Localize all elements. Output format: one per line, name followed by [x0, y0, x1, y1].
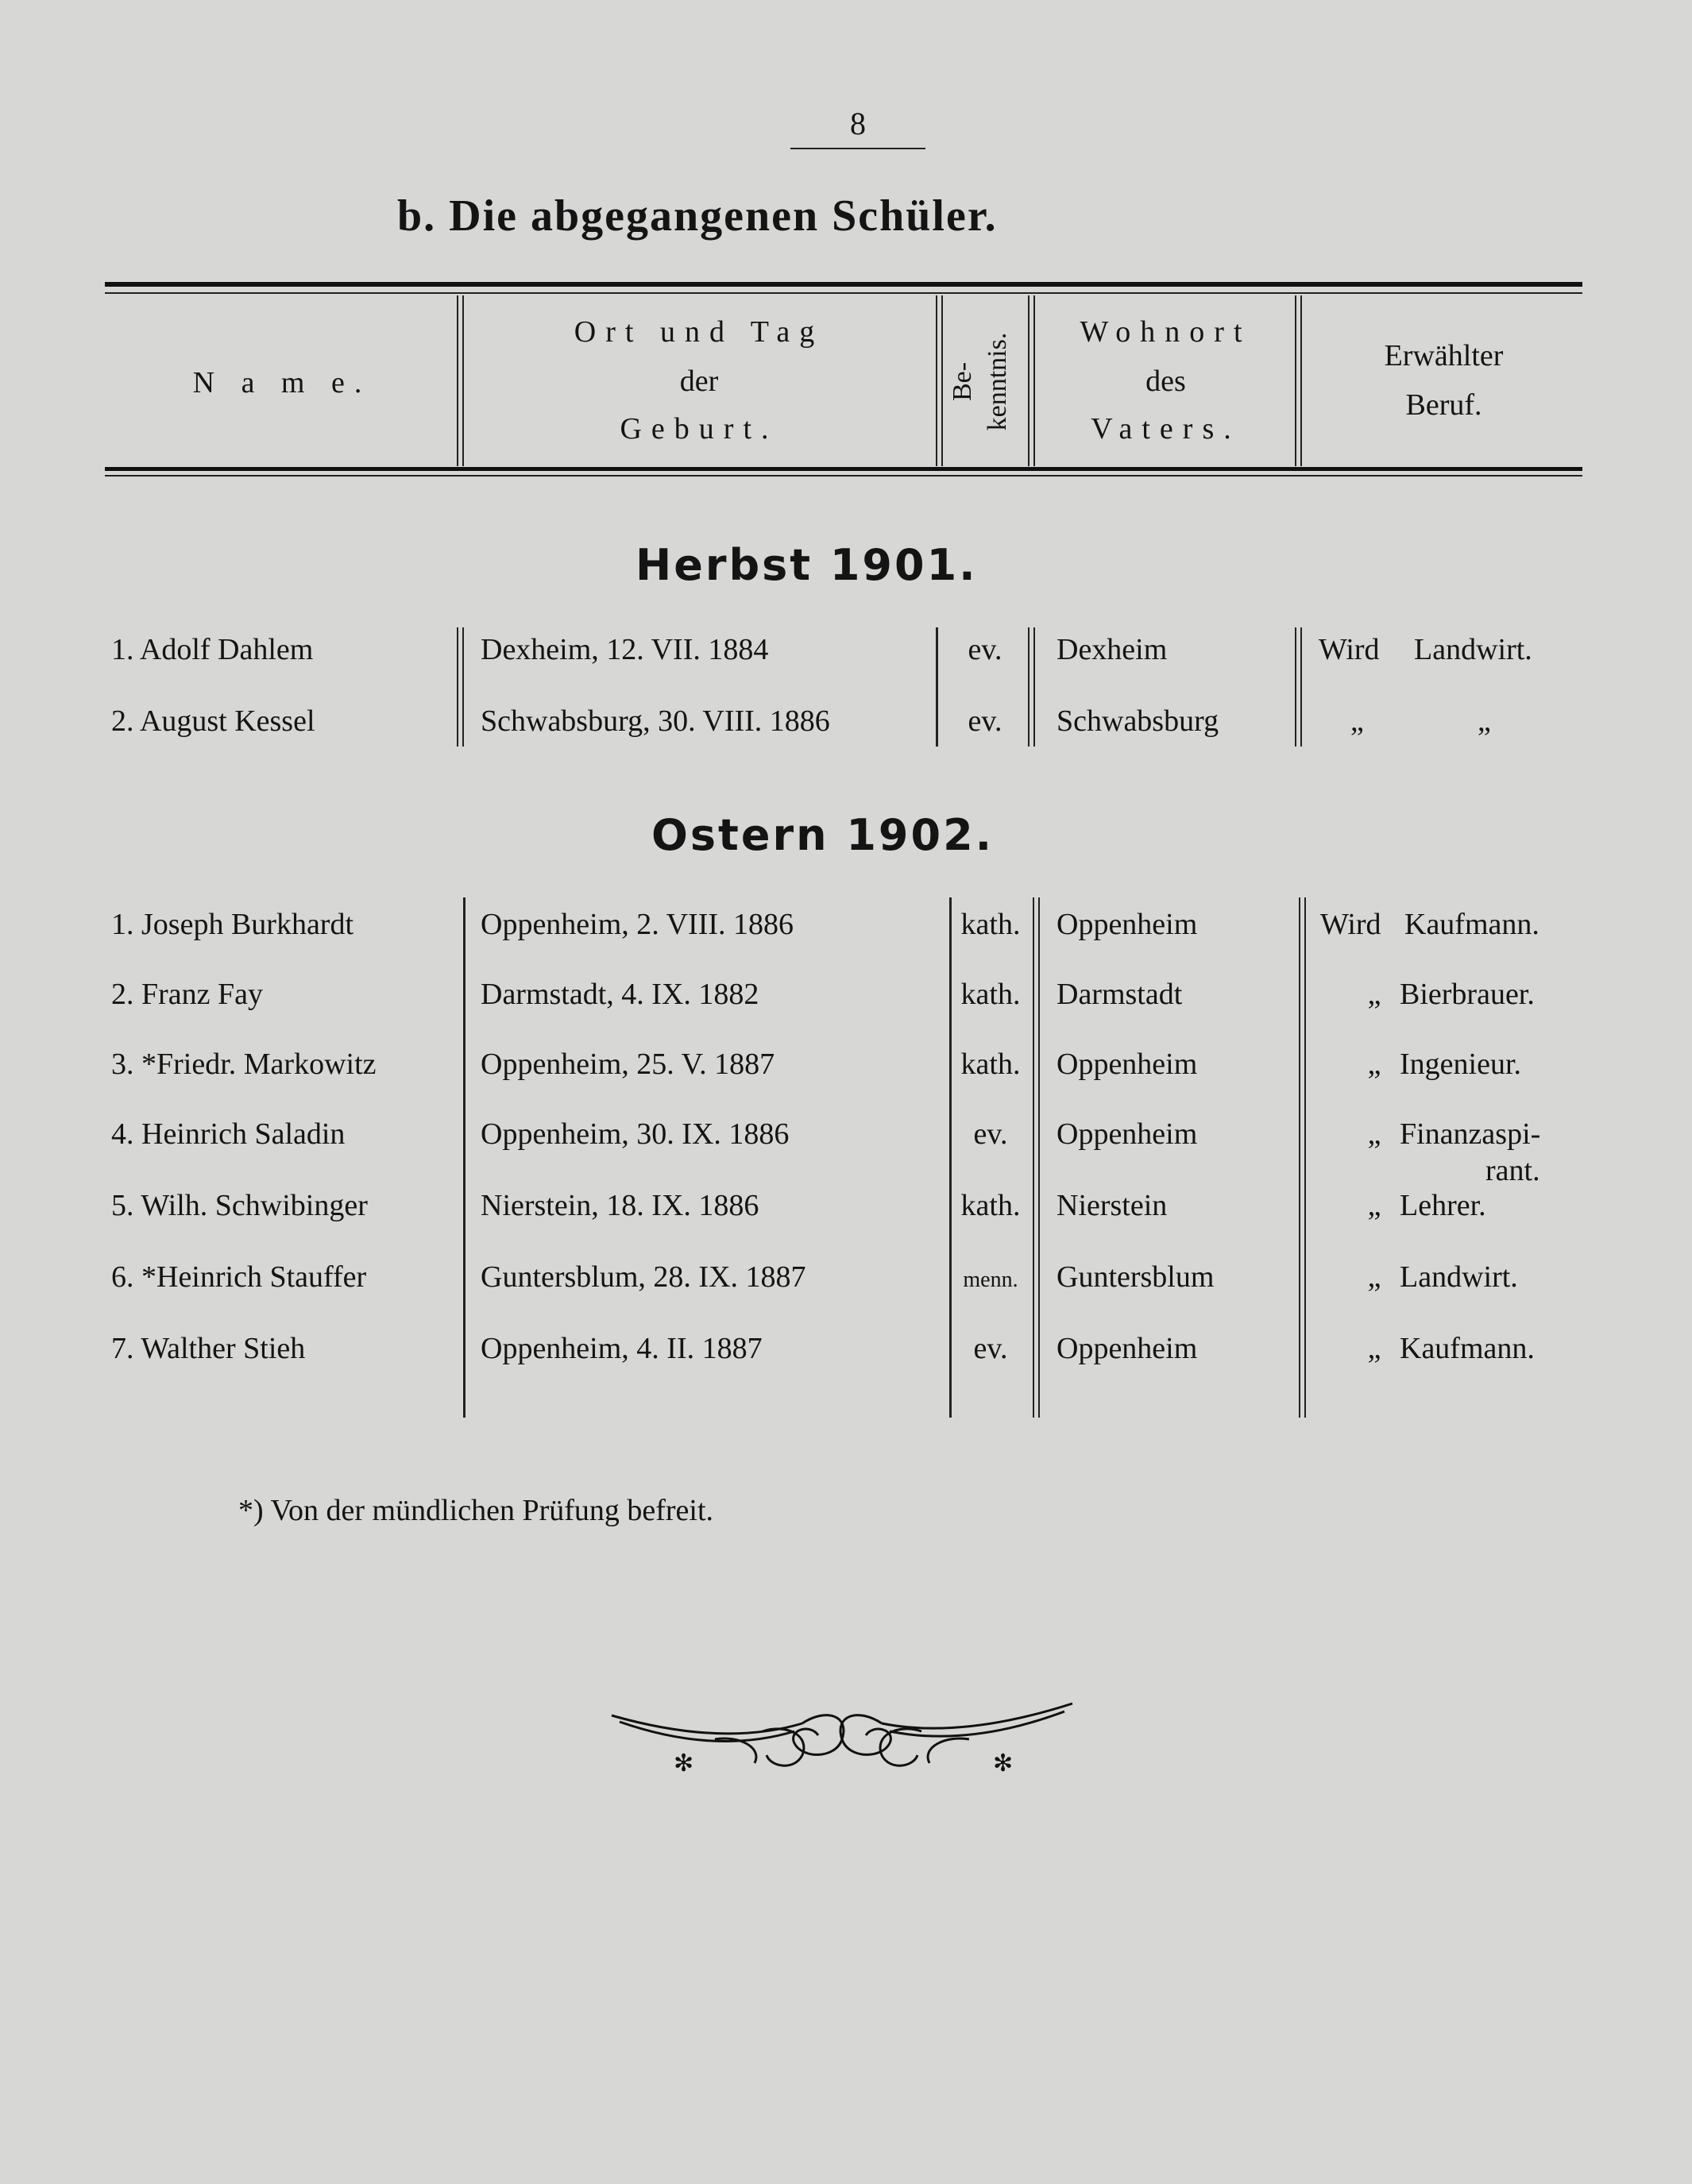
cell-job-prefix: Wird: [1319, 633, 1380, 666]
table-top-rule: [105, 282, 1582, 287]
cell-name: 1. Joseph Burkhardt: [111, 908, 354, 941]
cell-confession: kath.: [960, 908, 1021, 941]
cell-father-residence: Nierstein: [1057, 1189, 1168, 1222]
svg-text:✻: ✻: [993, 1750, 1014, 1777]
header-job-line2: Beruf.: [1405, 388, 1482, 422]
cell-job-prefix: „: [1367, 1260, 1381, 1294]
cell-birth: Oppenheim, 2. VIII. 1886: [481, 908, 794, 941]
header-job-line1: Erwählter: [1384, 339, 1504, 372]
body-divider: [1299, 897, 1306, 1418]
cell-job: Finanzaspi-: [1400, 1117, 1541, 1151]
page-number-rule: [790, 148, 925, 149]
footnote: *) Von der mündlichen Prüfung befreit.: [238, 1494, 714, 1527]
decorative-ornament-icon: [604, 1692, 1080, 1787]
cell-confession: ev.: [968, 633, 1002, 666]
cell-name: 5. Wilh. Schwibinger: [111, 1189, 368, 1222]
cell-confession: ev.: [973, 1332, 1008, 1365]
cell-job: Landwirt.: [1400, 1260, 1518, 1294]
header-divider: [1028, 295, 1035, 466]
group-heading: Ostern 1902.: [651, 810, 995, 860]
header-bottom-rule-thin: [105, 475, 1582, 477]
cell-birth: Oppenheim, 4. II. 1887: [481, 1332, 763, 1365]
cell-job: Kaufmann.: [1400, 1332, 1535, 1365]
header-confession: [945, 300, 1025, 463]
header-birth-line2: der: [679, 365, 719, 398]
header-birth-line1: Ort und Tag: [574, 315, 825, 349]
cell-confession: menn.: [963, 1268, 1018, 1292]
header-father-line3: Vaters.: [1091, 412, 1241, 446]
cell-job-prefix: „: [1367, 1332, 1381, 1365]
cell-father-residence: Darmstadt: [1057, 978, 1183, 1011]
group-heading: Herbst 1901.: [635, 540, 978, 590]
cell-job-prefix: Wird: [1320, 908, 1381, 941]
cell-name: 4. Heinrich Saladin: [111, 1117, 346, 1151]
body-divider: [936, 627, 938, 747]
cell-name: 2. August Kessel: [111, 704, 315, 738]
svg-text:✻: ✻: [674, 1750, 694, 1777]
cell-confession: kath.: [960, 978, 1021, 1011]
body-divider: [1295, 627, 1302, 747]
cell-father-residence: Oppenheim: [1057, 908, 1198, 941]
cell-birth: Oppenheim, 30. IX. 1886: [481, 1117, 790, 1151]
cell-confession: ev.: [973, 1117, 1008, 1151]
cell-job-prefix: „: [1350, 704, 1364, 738]
cell-job: Ingenieur.: [1400, 1048, 1522, 1081]
cell-job-prefix: „: [1367, 1117, 1381, 1151]
cell-name: 6. *Heinrich Stauffer: [111, 1260, 367, 1294]
header-divider: [457, 295, 464, 466]
header-divider: [936, 295, 943, 466]
body-divider: [457, 627, 464, 747]
header-father-line2: des: [1145, 365, 1186, 398]
header-name: N a m e.: [192, 366, 372, 399]
cell-birth: Schwabsburg, 30. VIII. 1886: [481, 704, 830, 738]
header-bottom-rule: [105, 467, 1582, 471]
cell-birth: Guntersblum, 28. IX. 1887: [481, 1260, 806, 1294]
body-divider: [463, 897, 465, 1418]
cell-job: Bierbrauer.: [1400, 978, 1535, 1011]
header-confession-line1: Be-: [948, 361, 977, 402]
cell-name: 2. Franz Fay: [111, 978, 264, 1011]
cell-birth: Nierstein, 18. IX. 1886: [481, 1189, 759, 1222]
cell-birth: Darmstadt, 4. IX. 1882: [481, 978, 759, 1011]
cell-birth: Oppenheim, 25. V. 1887: [481, 1048, 775, 1081]
table-top-rule-thin: [105, 292, 1582, 294]
cell-job-prefix: „: [1367, 978, 1381, 1011]
cell-father-residence: Oppenheim: [1057, 1048, 1198, 1081]
body-divider: [1028, 627, 1035, 747]
page-number: 8: [850, 106, 866, 141]
header-divider: [1295, 295, 1302, 466]
header-father-line1: Wohnort: [1080, 315, 1252, 349]
cell-name: 1. Adolf Dahlem: [111, 633, 314, 666]
section-title: b. Die abgegangenen Schüler.: [397, 191, 998, 241]
header-birth-line3: Geburt.: [620, 412, 778, 446]
cell-job-continuation: rant.: [1485, 1154, 1540, 1187]
cell-father-residence: Oppenheim: [1057, 1117, 1198, 1151]
cell-birth: Dexheim, 12. VII. 1884: [481, 633, 769, 666]
cell-job-prefix: „: [1367, 1048, 1381, 1081]
cell-job-prefix: „: [1367, 1189, 1381, 1222]
cell-name: 3. *Friedr. Markowitz: [111, 1048, 377, 1081]
cell-father-residence: Dexheim: [1057, 633, 1168, 666]
header-confession-line2: kenntnis.: [983, 332, 1012, 431]
cell-confession: ev.: [968, 704, 1002, 738]
cell-job: Landwirt.: [1414, 633, 1532, 666]
cell-job: Kaufmann.: [1404, 908, 1539, 941]
cell-job: Lehrer.: [1400, 1189, 1486, 1222]
cell-father-residence: Schwabsburg: [1057, 704, 1219, 738]
cell-job: „: [1478, 704, 1491, 738]
cell-confession: kath.: [960, 1048, 1021, 1081]
cell-name: 7. Walther Stieh: [111, 1332, 306, 1365]
cell-confession: kath.: [960, 1189, 1021, 1222]
cell-father-residence: Guntersblum: [1057, 1260, 1215, 1294]
cell-father-residence: Oppenheim: [1057, 1332, 1198, 1365]
